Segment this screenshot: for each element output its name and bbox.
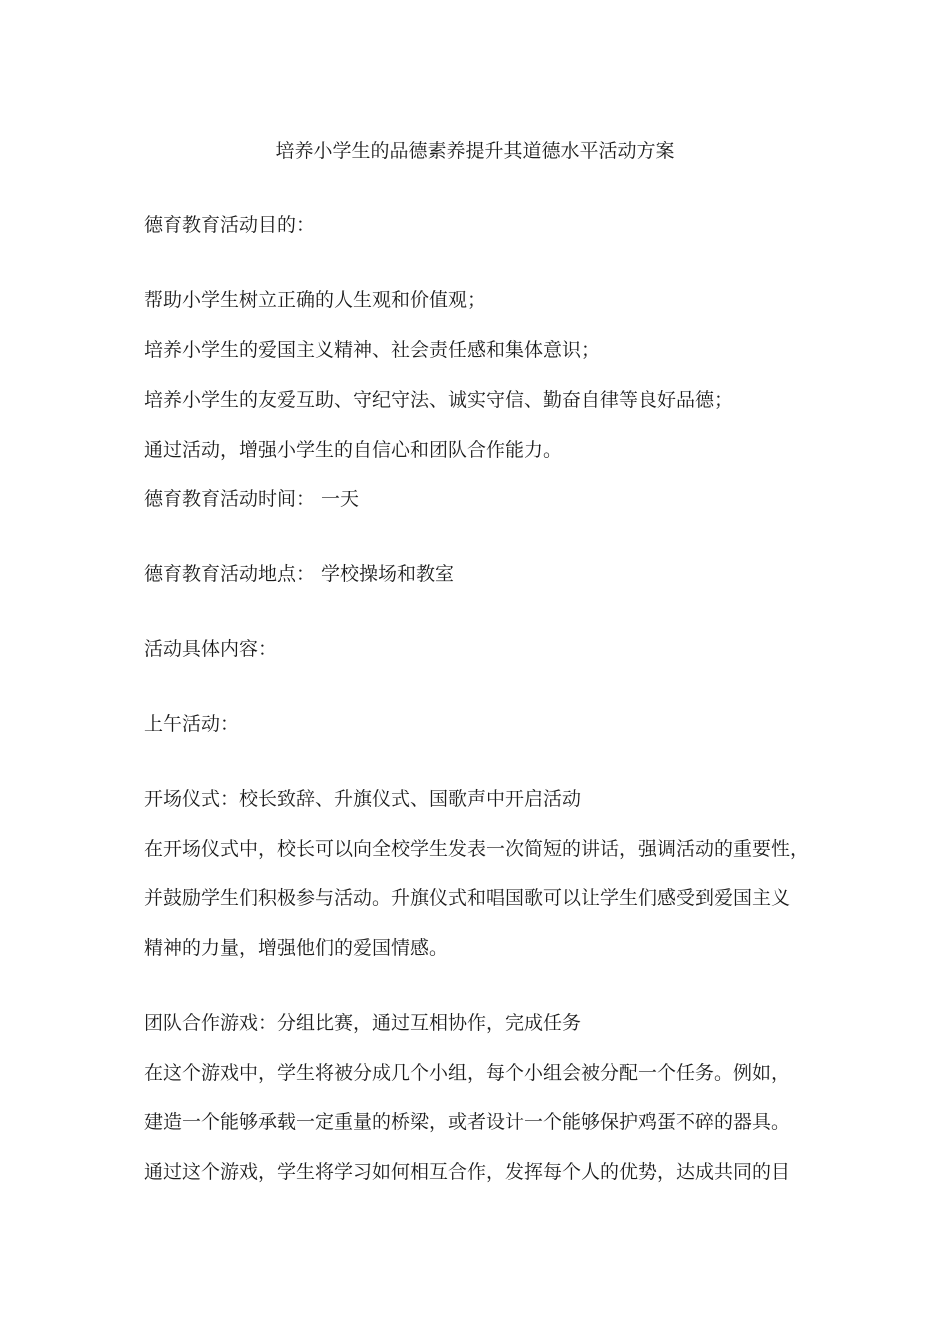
paragraph-line: 建造一个能够承载一定重量的桥梁，或者设计一个能够保护鸡蛋不碎的器具。 xyxy=(144,1111,791,1133)
paragraph-line: 并鼓励学生们积极参与活动。升旗仪式和唱国歌可以让学生们感受到爱国主义 xyxy=(144,887,791,909)
section-heading-purpose: 德育教育活动目的： xyxy=(144,214,316,236)
item-opening-ceremony: 开场仪式：校长致辞、升旗仪式、国歌声中开启活动 xyxy=(144,788,582,810)
paragraph-line: 在这个游戏中，学生将被分成几个小组，每个小组会被分配一个任务。例如， xyxy=(144,1062,791,1084)
paragraph-line: 通过这个游戏，学生将学习如何相互合作，发挥每个人的优势，达成共同的目 xyxy=(144,1161,791,1183)
item-team-game: 团队合作游戏：分组比赛，通过互相协作，完成任务 xyxy=(144,1012,582,1034)
paragraph-line: 在开场仪式中，校长可以向全校学生发表一次简短的讲话，强调活动的重要性， xyxy=(144,838,810,860)
document-title: 培养小学生的品德素养提升其道德水平活动方案 xyxy=(275,140,675,162)
activity-time: 德育教育活动时间： 一天 xyxy=(144,488,360,510)
purpose-item-1: 帮助小学生树立正确的人生观和价值观； xyxy=(144,289,487,311)
purpose-item-3: 培养小学生的友爱互助、守纪守法、诚实守信、勤奋自律等良好品德； xyxy=(144,389,734,411)
section-heading-content: 活动具体内容： xyxy=(144,638,278,660)
purpose-item-4: 通过活动，增强小学生的自信心和团队合作能力。 xyxy=(144,439,563,461)
section-heading-morning: 上午活动： xyxy=(144,713,240,735)
activity-location: 德育教育活动地点： 学校操场和教室 xyxy=(144,563,455,585)
paragraph-line: 精神的力量，增强他们的爱国情感。 xyxy=(144,937,449,959)
purpose-item-2: 培养小学生的爱国主义精神、社会责任感和集体意识； xyxy=(144,339,601,361)
